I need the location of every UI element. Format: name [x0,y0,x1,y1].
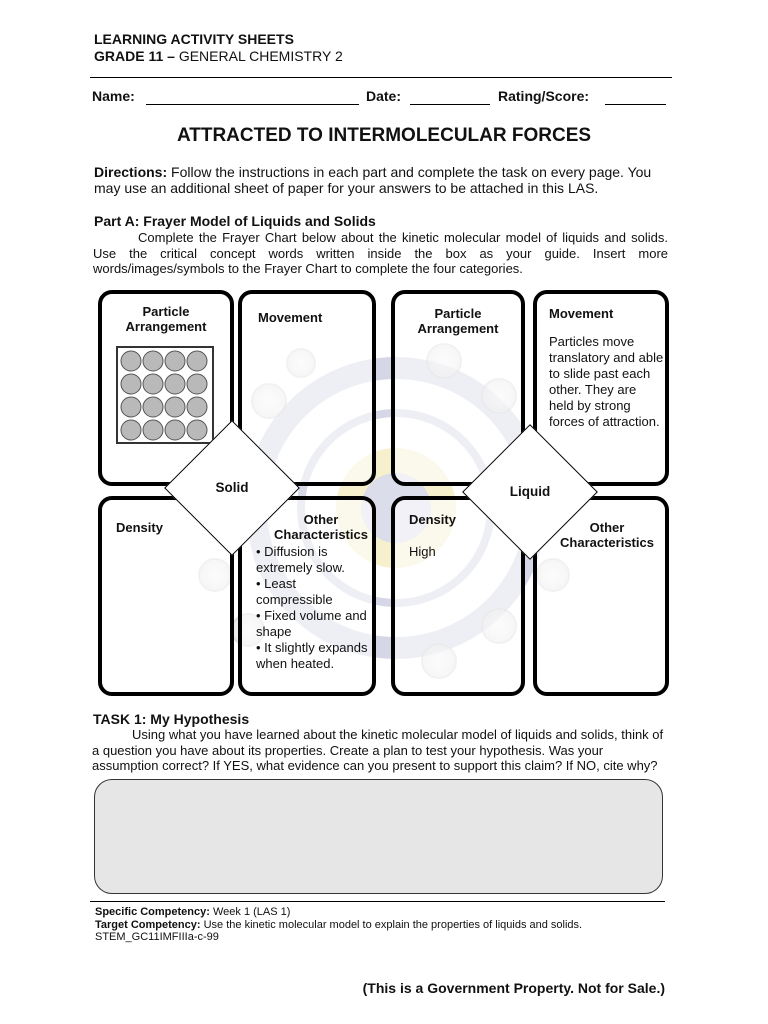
solid-movement-label: Movement [258,310,323,325]
score-field[interactable] [605,89,666,105]
solid-other-item: • Fixed volume and shape [256,608,367,639]
frayer-chart [96,288,670,698]
liquid-density-label: Density [409,512,456,527]
directions-label: Directions: [94,164,168,180]
competency-footer [95,906,582,944]
page-title: ATTRACTED TO INTERMOLECULAR FORCES [176,125,592,146]
header-divider [90,77,672,78]
specific-competency-label: Specific Competency: [95,906,210,918]
solid-particle-lattice-icon [116,346,214,444]
government-property-notice: (This is a Government Property. Not for Sale.) [362,980,665,996]
score-label: Rating/Score: [498,88,590,104]
date-field[interactable] [410,89,490,105]
directions-text: Follow the instructions in each part and complete the task on every page. You may use an additional sheet of paper for your answers to be attached in this LAS. [94,164,652,196]
solid-center-label: Solid [215,480,249,495]
liquid-density-value: High [409,544,436,559]
header-line1: LEARNING ACTIVITY SHEETS [94,31,294,47]
header-grade: GRADE 11 – [94,48,175,64]
directions [94,164,674,196]
hypothesis-answer-box[interactable] [94,779,663,894]
document-header [94,31,343,65]
task1-instructions: Using what you have learned about the kinetic molecular model of liquids and solids, think of a question you have about its properties. Create a plan to test your hypothesis. Was your assumption correct? If YES, what evidence can you present to support this claim? If NO, cite why? [92,727,664,773]
part-a-heading: Part A: Frayer Model of Liquids and Solids [94,213,376,229]
solid-other-item: • Least compressible [256,576,333,607]
solid-other-item: • Diffusion is extremely slow. [256,544,345,575]
solid-other-item: • It slightly expands when heated. [256,640,368,671]
solid-particle-arrangement-label: Particle Arrangement [125,304,207,334]
solid-other-label: Other Characteristics [274,512,368,542]
specific-competency-value: Week 1 (LAS 1) [209,906,291,918]
competency-code: STEM_GC11IMFIIIa-c-99 [95,931,219,943]
liquid-movement-label: Movement [549,306,614,321]
liquid-movement-text: Particles move translatory and able to slide past each other. They are held by strong forces of attraction. [549,334,664,429]
solid-density-label: Density [116,520,163,535]
liquid-particle-arrangement-label: Particle Arrangement [417,306,499,336]
target-competency-label: Target Competency: [95,918,201,931]
footer-divider [90,901,665,902]
header-subject: GENERAL CHEMISTRY 2 [174,48,343,64]
part-a-instructions: Complete the Frayer Chart below about the kinetic molecular model of liquids and solids. Use the critical concept words written inside the box as your guide. Insert more words/images/symbols to the Frayer Chart to complete the four categories. [93,230,668,276]
liquid-other-label: Other Characteristics [560,520,654,550]
liquid-center-label: Liquid [509,484,551,499]
name-field[interactable] [146,89,359,105]
date-label: Date: [366,88,402,104]
name-label: Name: [92,88,135,104]
info-row [92,88,672,108]
target-competency-value: Use the kinetic molecular model to explain the properties of liquids and solids. [200,918,583,931]
task1-heading: TASK 1: My Hypothesis [93,711,250,727]
